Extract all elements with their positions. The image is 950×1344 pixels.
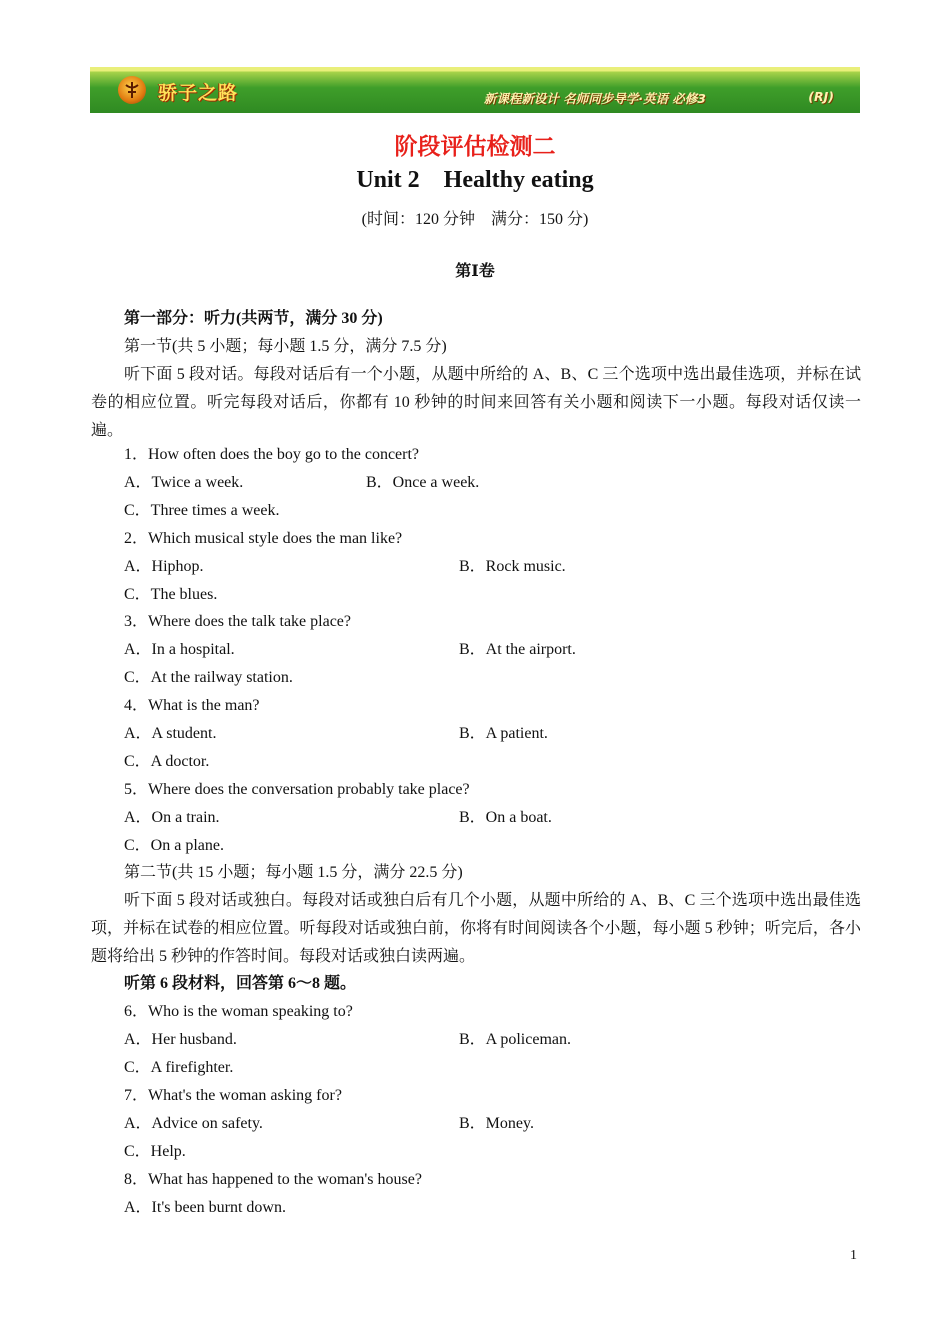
page-title: 阶段评估检测二 [394,134,556,160]
option-b: B．A patient. [459,725,548,742]
option-c: C．A doctor. [124,753,210,770]
option-a: A．A student. [124,725,217,742]
option-a: A．Advice on safety. [124,1115,263,1132]
section2-instructions: 听下面 5 段对话或独白。每段对话或独白后有几个小题，从题中所给的 A、B、C 三个选项中选出最佳选项，并标在试卷的相应位置。听每段对话或独白前，你将有时间阅读各个小题，每小题 5 秒钟；听完后，各小题将给出 5 秒钟的作答时间。每段对话或独白读两遍。 [91,892,861,965]
question-stem: 8．What has happened to the woman's house? [124,1171,422,1188]
option-c: C．On a plane. [124,837,224,854]
question-stem: 5．Where does the conversation probably take place? [124,781,470,798]
option-a: A．In a hospital. [124,641,235,658]
question-stem: 4．What is the man? [124,697,260,714]
unit-title: Unit 2 Healthy eating [356,167,594,193]
brand-name: 骄子之路 [158,82,239,104]
option-c: C．At the railway station. [124,669,293,686]
section1-heading: 第一节(共 5 小题；每小题 1.5 分，满分 7.5 分) [124,338,447,355]
option-a: A．It's been burnt down. [124,1199,286,1216]
question-stem: 1．How often does the boy go to the concert? [124,446,420,463]
option-a: A．On a train. [124,809,220,826]
option-a: A．Twice a week. [124,474,244,491]
option-a: A．Hiphop. [124,558,204,575]
header-edition: (RJ) [808,89,834,104]
question-stem: 7．What's the woman asking for? [124,1087,342,1104]
header-tagline: 新课程新设计 名师同步导学·英语 必修3 [483,91,706,106]
option-b: B．Once a week. [366,474,480,491]
option-b: B．On a boat. [459,809,552,826]
option-b: B．A policeman. [459,1031,571,1048]
option-a: A．Her husband. [124,1031,237,1048]
page-number: 1 [850,1248,857,1263]
question-stem: 6．Who is the woman speaking to? [124,1003,353,1020]
section1-instructions: 听下面 5 段对话。每段对话后有一个小题，从题中所给的 A、B、C 三个选项中选出最佳选项，并标在试卷的相应位置。听完每段对话后，你都有 10 秒钟的时间来回答有关小题和阅读下一小题。每段对话仅读一遍。 [91,366,861,439]
material6-heading: 听第 6 段材料，回答第 6～8 题。 [124,975,357,992]
option-b: B．Money. [459,1115,534,1132]
volume-heading: 第Ⅰ卷 [455,263,495,280]
option-b: B．At the airport. [459,641,576,658]
option-c: C．Three times a week. [124,502,280,519]
option-b: B．Rock music. [459,558,566,575]
exam-time-score: (时间：120 分钟 满分：150 分) [361,211,589,228]
header-banner [90,67,860,113]
section2-heading: 第二节(共 15 小题；每小题 1.5 分，满分 22.5 分) [124,864,463,881]
option-c: C．The blues. [124,586,218,603]
option-c: C．Help. [124,1143,186,1160]
question-stem: 2．Which musical style does the man like? [124,530,403,547]
question-stem: 3．Where does the talk take place? [124,613,352,630]
option-c: C．A firefighter. [124,1059,234,1076]
brand-logo-icon [118,76,146,104]
part1-heading: 第一部分：听力(共两节，满分 30 分) [124,310,383,327]
